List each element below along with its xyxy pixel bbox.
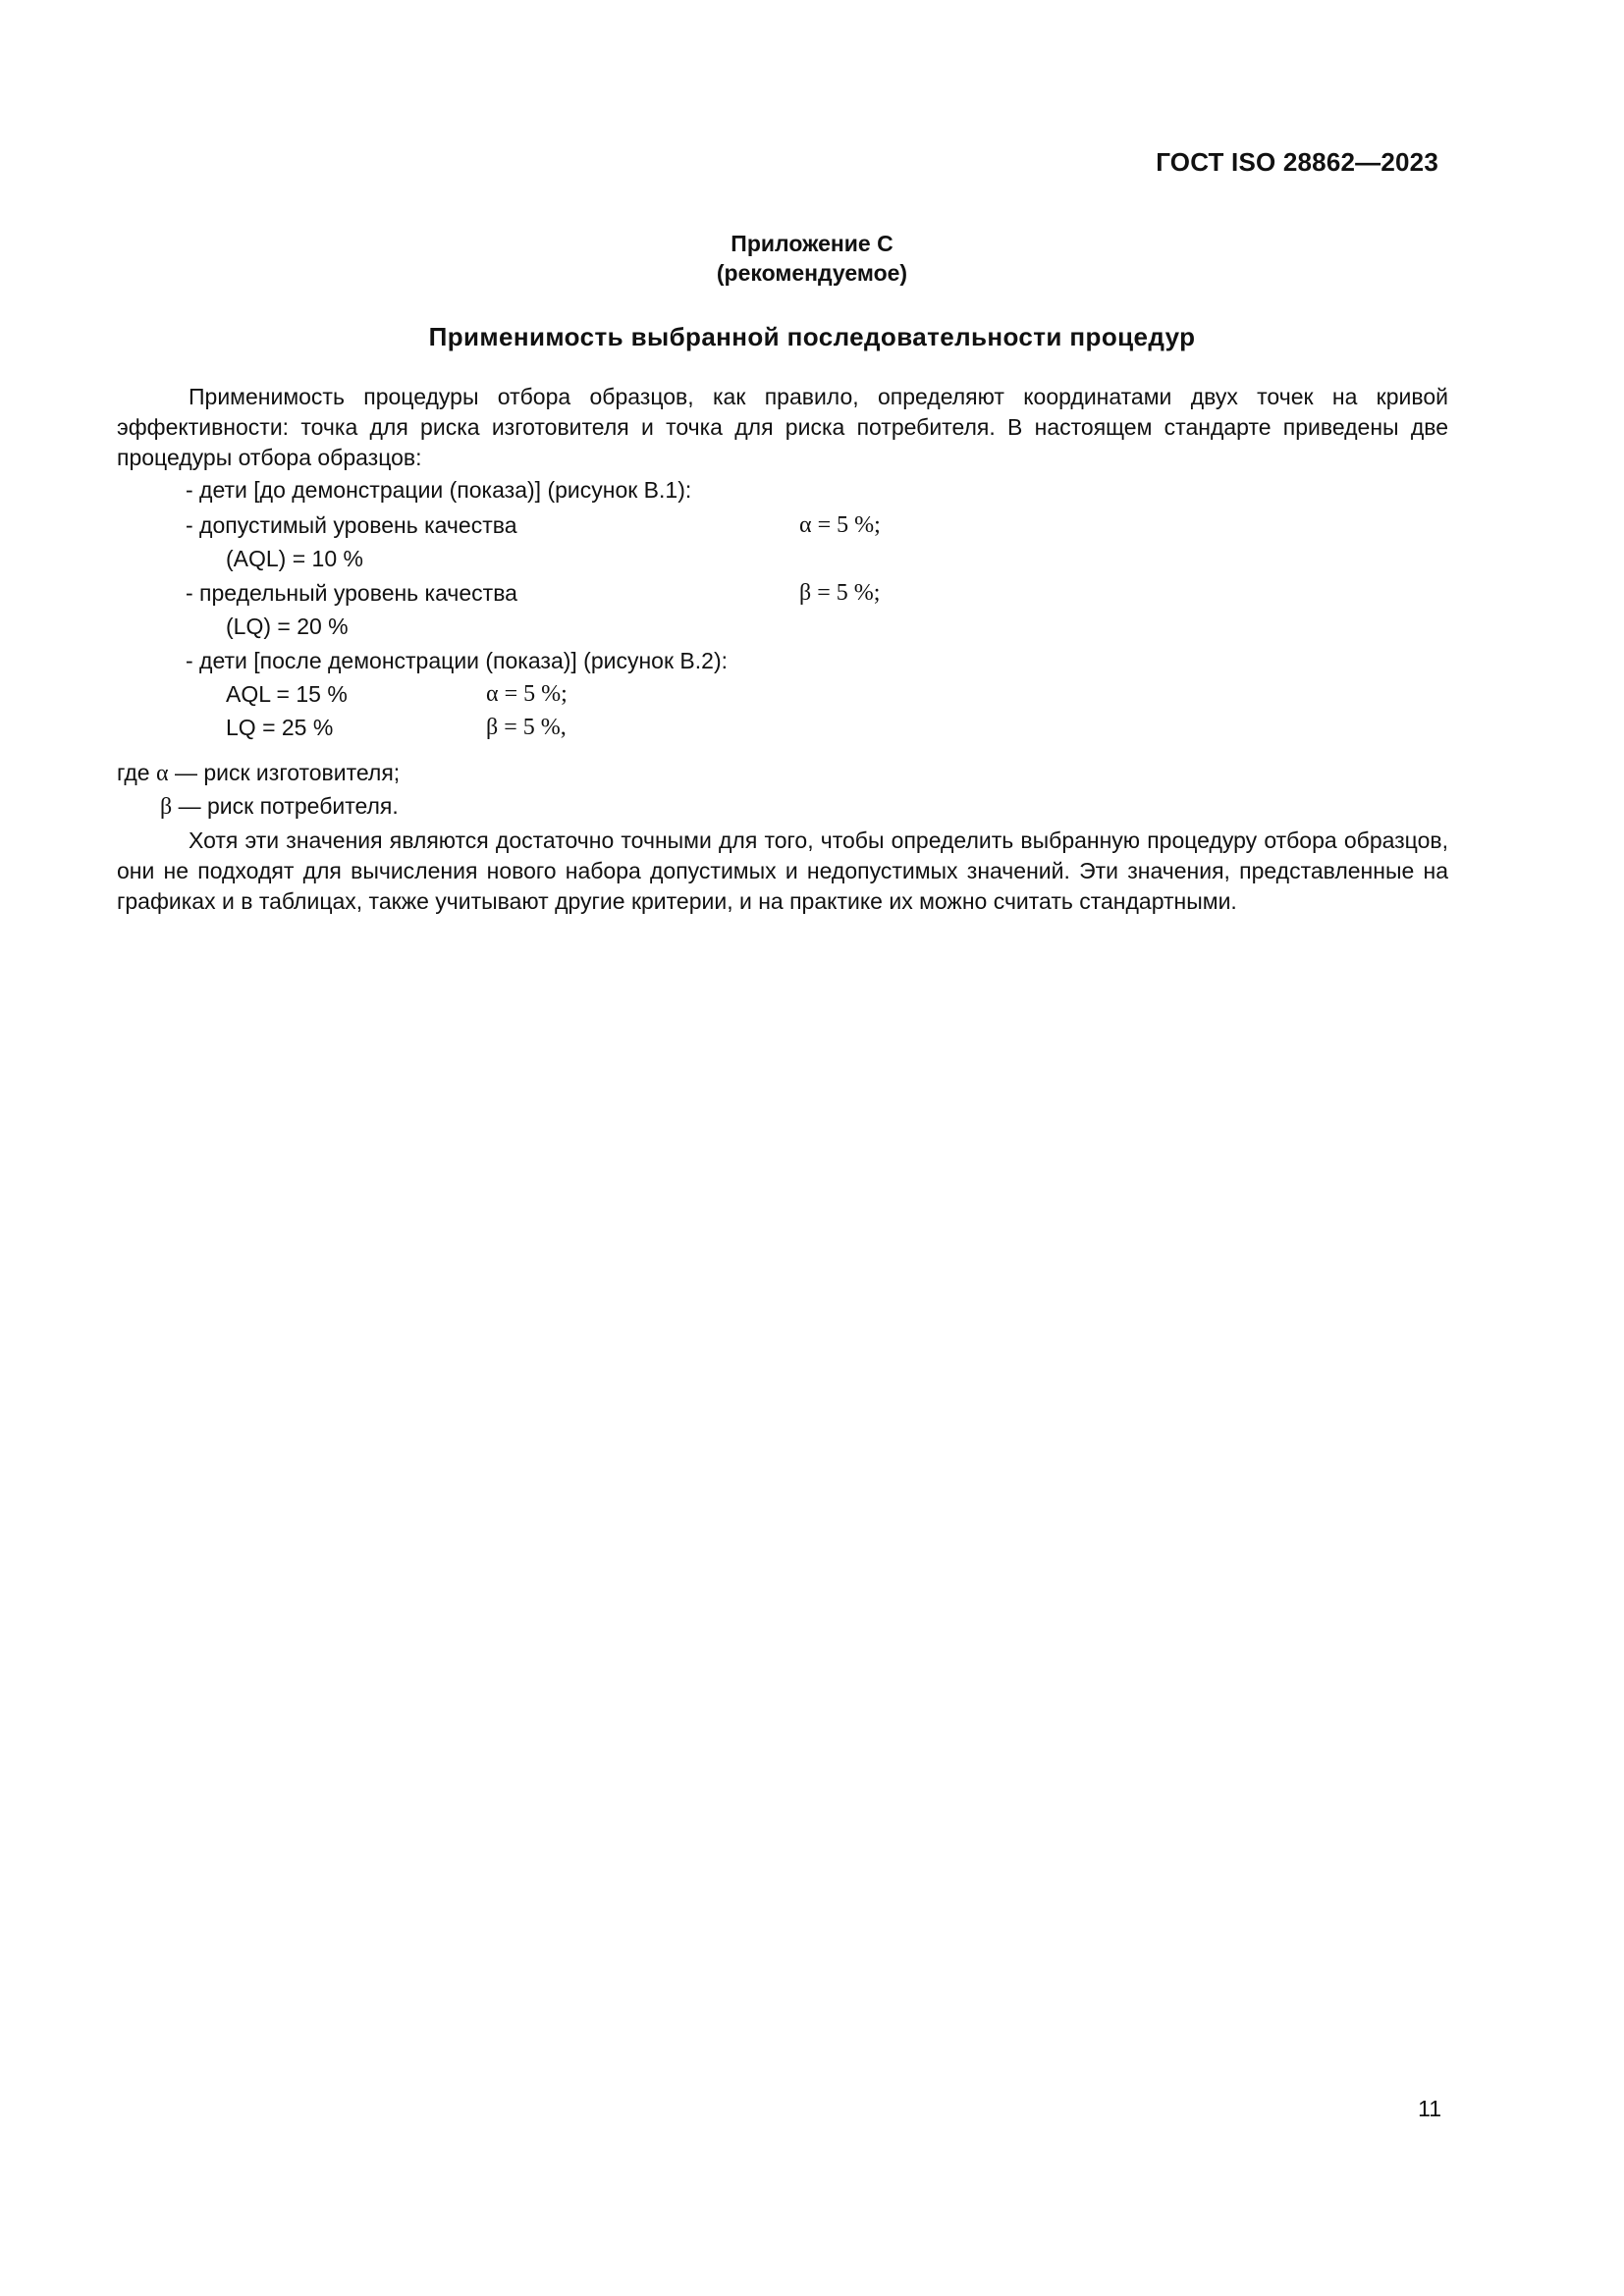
beta-symbol: β [160, 794, 173, 820]
list-item-aql-value: (AQL) = 10 % [226, 546, 363, 571]
page-number: 11 [1418, 2096, 1441, 2121]
list-item-lq-label: - предельный уровень качества [186, 580, 517, 606]
list-item-children-before: - дети [до демонстрации (показа)] (рисунок В.1): [186, 477, 692, 503]
alpha-definition: — риск изготовителя; [174, 760, 401, 785]
where-prefix: где [117, 760, 150, 785]
intro-paragraph: Применимость процедуры отбора образцов, как правило, определяют координатами двух точек на кривой эффективности: точка для риска изготовителя и точка для риска потребителя. В настоящем стандарте приведены две процедуры отбора образцов: [117, 384, 1448, 470]
beta-definition: — риск потребителя. [178, 793, 399, 819]
list-item-aql-label: - допустимый уровень качества [186, 512, 517, 538]
annex-status: (рекомендуемое) [716, 260, 908, 286]
after-beta-value: β = 5 %, [486, 715, 567, 740]
section-title: Применимость выбранной последовательности процедур [428, 322, 1196, 351]
alpha-symbol: α [155, 761, 169, 786]
where-alpha-line [117, 758, 400, 788]
list-item-lq-beta: β = 5 %; [799, 580, 881, 606]
after-lq-value: LQ = 25 % [226, 715, 334, 740]
list-item-aql-alpha: α = 5 %; [799, 512, 881, 538]
after-alpha-value: α = 5 %; [486, 681, 568, 707]
list-item-lq-value: (LQ) = 20 % [226, 614, 349, 639]
closing-paragraph: Хотя эти значения являются достаточно точными для того, чтобы определить выбранную процедуру отбора образцов, они не подходят для вычисления нового набора допустимых и недопустимых значений. Эти значения, представленные на графиках и в таблицах, также учитывают другие критерии, и на практике их можно считать стандартными. [117, 828, 1448, 914]
standard-code: ГОСТ ISO 28862—2023 [1156, 147, 1438, 177]
where-beta-line [160, 791, 399, 822]
annex-title: Приложение С [731, 231, 893, 256]
list-item-children-after: - дети [после демонстрации (показа)] (рисунок В.2): [186, 648, 728, 673]
after-aql-value: AQL = 15 % [226, 681, 348, 707]
